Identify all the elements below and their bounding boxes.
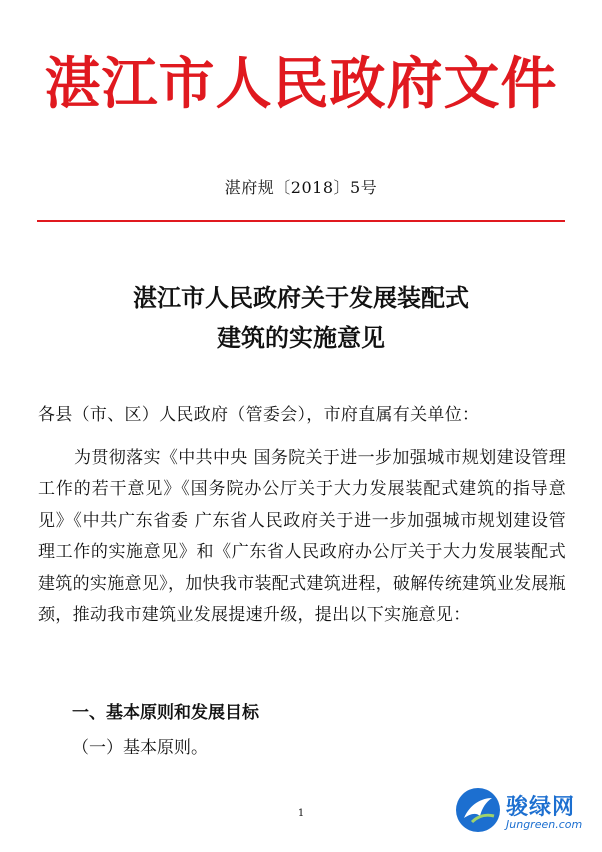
- watermark-logo-icon: [454, 786, 502, 834]
- watermark: [454, 784, 594, 844]
- document-title-line-1: 湛江市人民政府关于发展装配式: [133, 283, 469, 312]
- red-divider: [37, 220, 565, 222]
- document-header-title: 湛江市人民政府文件: [44, 51, 558, 117]
- sub-heading: （一）基本原则。: [72, 738, 208, 758]
- document-title-line-2: 建筑的实施意见: [217, 323, 385, 352]
- page-number: 1: [297, 808, 305, 819]
- salutation: 各县（市、区）人民政府（管委会），市府直属有关单位：: [38, 405, 480, 425]
- watermark-url: Jungreen.com: [506, 818, 583, 831]
- watermark-name: 骏绿网: [506, 795, 576, 820]
- document-number: 湛府规〔2018〕5号: [224, 178, 378, 197]
- body-paragraph: 为贯彻落实《中共中央 国务院关于进一步加强城市规划建设管理工作的若干意见》《国务院办公厅关于大力发展装配式建筑的指导意见》《中共广东省委 广东省人民政府关于进一步加强城市规划建设管理工作的实施意见》和《广东省人民政府办公厅关于大力发展装配式建筑的实施意见》，加快我市装配式建筑进程，破解传统建筑业发展瓶颈，推动我市建筑业发展提速升级，提出以下实施意见：: [38, 448, 566, 626]
- section-heading: 一、基本原则和发展目标: [72, 703, 259, 723]
